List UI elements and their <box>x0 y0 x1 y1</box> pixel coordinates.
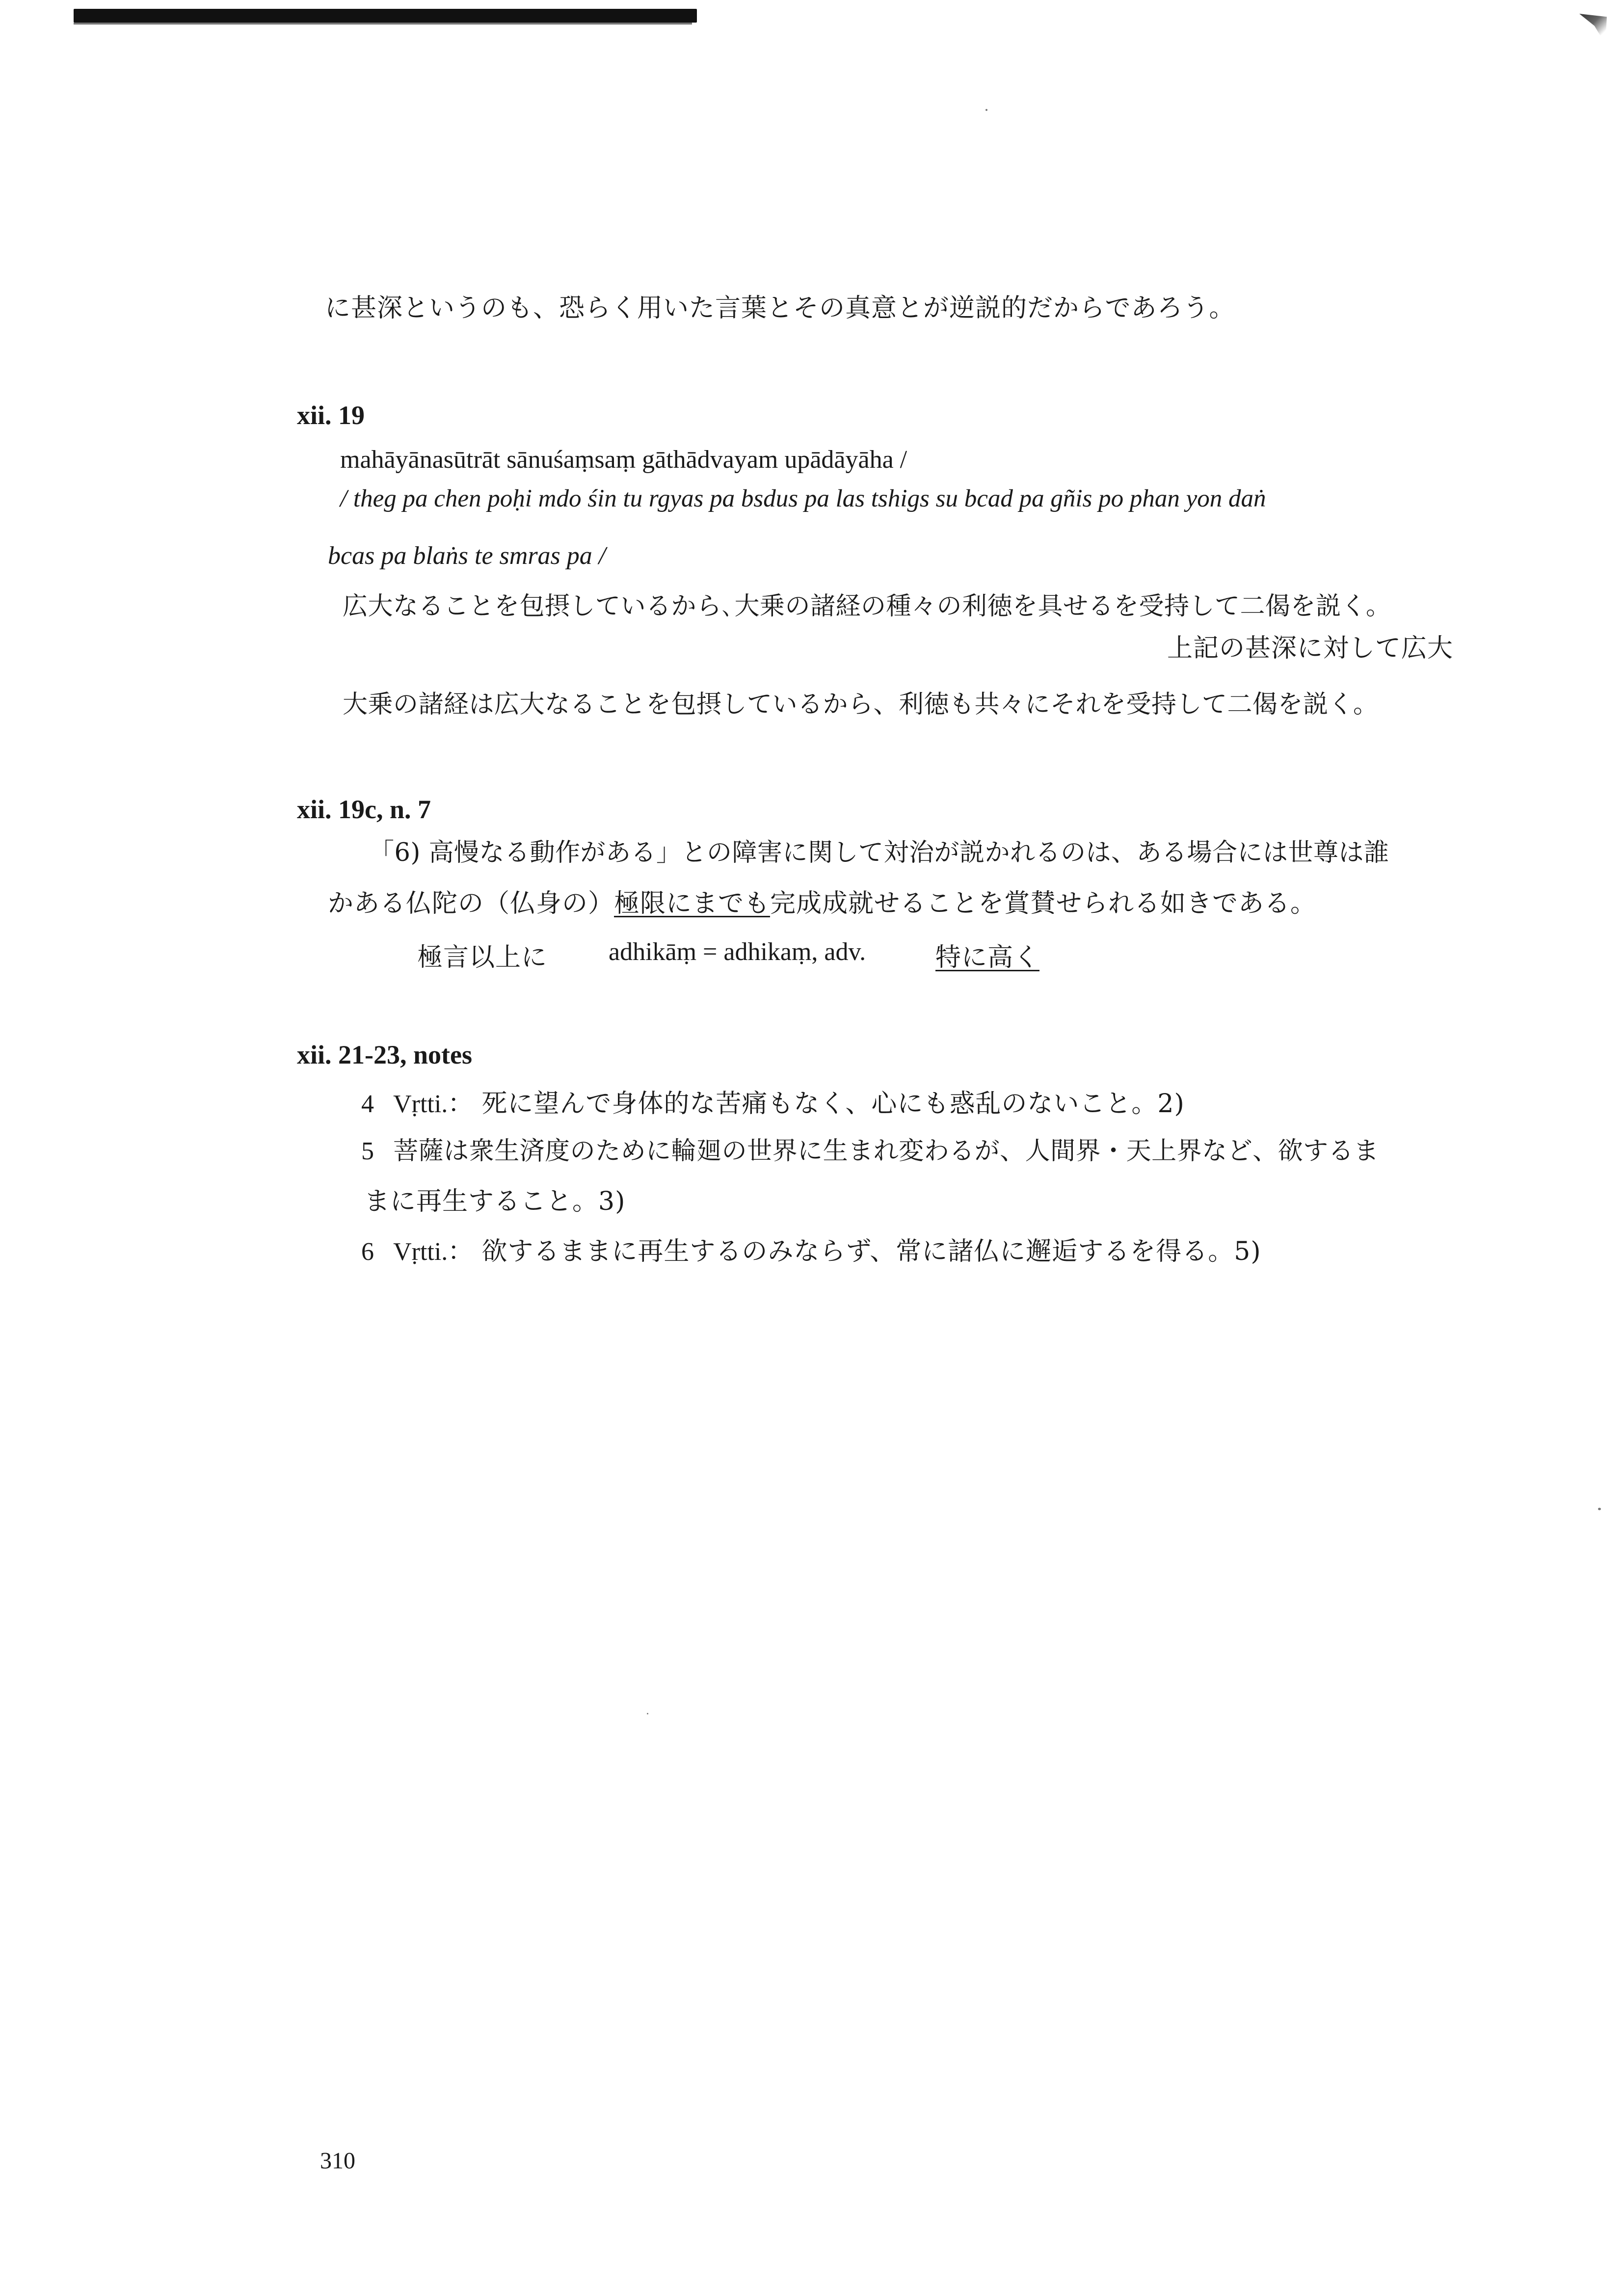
scan-speck <box>1598 1508 1601 1510</box>
note-line-2 <box>328 882 1316 919</box>
note-item-text: 菩薩は衆生済度のために輪廻の世界に生まれ変わるが、人間界・天上界など、欲するま <box>393 1137 1379 1166</box>
note-annotation-term: adhikāṃ = adhikaṃ, adv. <box>609 938 866 966</box>
section-heading-xii-21-23: xii. 21-23, notes <box>297 1040 472 1069</box>
note-line-2-end: 完成成就せることを賞賛せられる如きである。 <box>770 889 1317 918</box>
note-line-1: 「6) 高慢なる動作がある」との障害に関して対治が説かれるのは、ある場合には世尊は誰 <box>369 838 1389 867</box>
note-item-number: 4 <box>361 1090 374 1118</box>
note-item-continuation: まに再生すること。3) <box>364 1187 626 1216</box>
sanskrit-text: mahāyānasūtrāt sānuśaṃsaṃ gāthādvayam upādāyāha / <box>340 446 907 474</box>
note-item-number: 6 <box>361 1238 374 1266</box>
section-heading-xii-19c: xii. 19c, n. 7 <box>297 795 431 824</box>
note-item-label: Vṛtti.： <box>393 1238 474 1266</box>
note-item <box>361 1230 1261 1267</box>
note-item <box>361 1083 1185 1120</box>
note-annotation-underlined: 特に高く <box>935 943 1040 972</box>
continuation-line: に甚深というのも、恐らく用いた言葉とその真意とが逆説的だからであろう。 <box>325 294 1235 323</box>
note-item-text: 死に望んで身体的な苦痛もなく、心にも惑乱のないこと。2) <box>481 1089 1185 1119</box>
tibetan-text-line-2: bcas pa blaṅs te smras pa / <box>328 542 606 570</box>
revised-translation: 大乗の諸経は広大なることを包摂しているから、利徳も共々にそれを受持して二偈を説く。 <box>343 690 1379 719</box>
scan-speck <box>985 109 987 111</box>
scan-corner-mark <box>1579 14 1607 44</box>
note-item-number: 5 <box>361 1137 374 1165</box>
margin-note: 上記の甚深に対して広大 <box>1167 634 1454 663</box>
note-item-label: Vṛtti.： <box>393 1090 474 1118</box>
scan-edge-bar <box>74 9 697 23</box>
note-item <box>361 1130 1379 1167</box>
scan-speck <box>647 1713 648 1714</box>
tibetan-text-line-1: / theg pa chen poḥi mdo śin tu rgyas pa bsdus pa las tshigs su bcad pa gñis po phan yon daṅ <box>340 485 1266 512</box>
note-item-text: 欲するままに再生するのみならず、常に諸仏に邂逅するを得る。5) <box>481 1237 1261 1266</box>
note-line-2-start: かある仏陀の（仏身の） <box>328 889 614 918</box>
section-heading-xii-19: xii. 19 <box>297 400 365 430</box>
underlined-phrase: 極限にまでも <box>614 889 771 918</box>
note-annotation-label: 極言以上に <box>417 943 548 972</box>
japanese-translation: 広大なることを包摂しているから､大乗の諸経の種々の利徳を具せるを受持して二偈を説く。 <box>343 592 1391 621</box>
page-number: 310 <box>320 2148 355 2174</box>
